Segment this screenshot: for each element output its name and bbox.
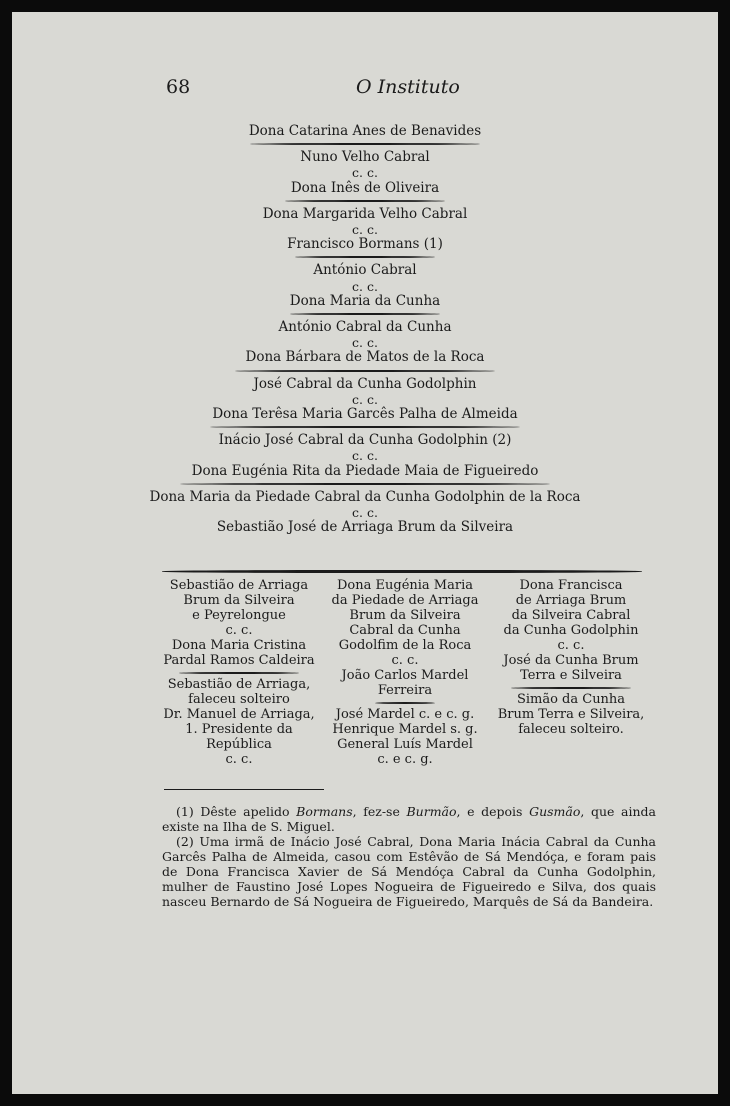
column-line: Pardal Ramos Caldeira (163, 653, 315, 668)
genealogy-chain (12, 124, 718, 535)
column-line: faleceu solteiro (188, 692, 290, 707)
spouse-name: Dona Terêsa Maria Garcês Palha de Almeida (212, 406, 518, 423)
generation-7 (12, 490, 718, 536)
spouse-name: Francisco Bormans (1) (287, 236, 443, 253)
footnote-italic: Gusmão (529, 804, 581, 819)
spouse-name: Dona Maria da Cunha (289, 292, 441, 309)
married-marker: c. c. (352, 391, 378, 407)
column-line: Ferreira (377, 683, 433, 698)
page-number: 68 (166, 76, 191, 98)
married-marker: c. c. (352, 505, 378, 521)
person-name: António Cabral da Cunha (278, 319, 452, 336)
column-line: Sebastião de Arriaga (169, 578, 309, 593)
column-line: Brum da Silveira (183, 593, 295, 608)
footnote-1 (162, 804, 656, 834)
married-marker: c. c. (352, 165, 378, 181)
column-line: João Carlos Mardel (341, 668, 469, 683)
divider-rule (250, 143, 480, 145)
column-line: faleceu solteiro. (518, 722, 624, 737)
column-line: 1. Presidente da (185, 722, 293, 737)
column-line: c. e c. g. (377, 752, 433, 767)
column-line: c. c. (557, 638, 585, 653)
person-name: Nuno Velho Cabral (300, 149, 430, 166)
spouse-name: Dona Eugénia Rita da Piedade Maia de Figueiredo (191, 462, 539, 479)
column-line: da Silveira Cabral (511, 608, 631, 623)
divider-rule (180, 483, 550, 485)
footnote-text: , fez-se (352, 804, 407, 819)
person-name: Inácio José Cabral da Cunha Godolphin (2) (218, 432, 512, 449)
column-line: da Piedade de Arriaga (331, 593, 479, 608)
column-line: Brum da Silveira (349, 608, 461, 623)
column-line: Godolfim de la Roca (338, 638, 472, 653)
running-title: O Instituto (356, 76, 460, 98)
descendant-column-2 (325, 578, 485, 767)
footnote-2: (2) Uma irmã de Inácio José Cabral, Dona Maria Inácia Cabral da Cunha Garcês Palha de Almeida, casou com Estêvão de Sá Mendóça, e foram pais de Dona Francisca Xavier de Sá Mendóça Cabral da Cunha Godolphin, mulher de Faustino José Lopes Nogueira de Figueiredo e Silva, dos quais nasceu Bernardo de Sá Nogueira de Figueiredo, Marquês de Sá da Bandeira. (162, 834, 656, 909)
column-line: Sebastião de Arriaga, (167, 677, 311, 692)
person-name: José Cabral da Cunha Godolphin (253, 375, 477, 392)
footnote-italic: Bormans (296, 804, 353, 819)
divider-rule (179, 672, 299, 674)
generation-0 (12, 124, 718, 139)
person-name: Dona Maria da Piedade Cabral da Cunha Godolphin de la Roca (149, 488, 581, 505)
footnote-text: (1) Dêste apelido (176, 804, 297, 819)
married-marker: c. c. (352, 222, 378, 238)
married-marker: c. c. (352, 448, 378, 464)
descendant-column-3 (491, 578, 651, 737)
divider-rule (511, 687, 631, 689)
divider-rule (295, 256, 435, 258)
footnote-text: , que ainda existe na Ilha de S. Miguel. (162, 804, 656, 834)
footnotes (162, 804, 656, 909)
column-line: Terra e Silveira (520, 668, 622, 683)
married-marker: c. c. (352, 278, 378, 294)
spouse-name: Dona Inês de Oliveira (290, 179, 440, 196)
column-line: Simão da Cunha (516, 692, 626, 707)
generation-4 (12, 320, 718, 366)
column-line: Cabral da Cunha (349, 623, 461, 638)
descendant-column-1 (159, 578, 319, 767)
footnote-italic: Burmão (406, 804, 457, 819)
person-name: Dona Margarida Velho Cabral (262, 205, 468, 222)
generation-2 (12, 207, 718, 253)
column-line: Brum Terra e Silveira, (497, 707, 645, 722)
divider-rule (290, 313, 440, 315)
column-line: c. c. (225, 752, 253, 767)
column-line: Henrique Mardel s. g. (332, 722, 478, 737)
column-line: República (206, 737, 272, 752)
column-line: Dona Francisca (519, 578, 623, 593)
divider-rule (162, 570, 642, 573)
column-line: José da Cunha Brum (503, 653, 639, 668)
person-name: António Cabral (313, 262, 417, 279)
divider-rule (235, 370, 495, 372)
column-line: Dr. Manuel de Arriaga, (163, 707, 315, 722)
column-line: Dona Maria Cristina (171, 638, 307, 653)
generation-1 (12, 150, 718, 196)
divider-rule (375, 702, 435, 704)
column-line: c. c. (391, 653, 419, 668)
generation-3 (12, 263, 718, 309)
divider-rule (210, 426, 520, 428)
column-line: General Luís Mardel (337, 737, 473, 752)
book-page (12, 12, 718, 1094)
generation-5 (12, 377, 718, 423)
person-name: Dona Catarina Anes de Benavides (248, 123, 482, 139)
column-line: Dona Eugénia Maria (337, 578, 473, 593)
footnote-text: , e depois (456, 804, 530, 819)
column-line: da Cunha Godolphin (503, 623, 639, 638)
married-marker: c. c. (352, 335, 378, 351)
footnote-rule (164, 789, 324, 790)
generation-6 (12, 433, 718, 479)
divider-rule (285, 200, 445, 202)
column-line: e Peyrelongue (192, 608, 286, 623)
spouse-name: Sebastião José de Arriaga Brum da Silveira (216, 519, 514, 536)
column-line: José Mardel c. e c. g. (335, 707, 475, 722)
column-line: c. c. (225, 623, 253, 638)
column-line: de Arriaga Brum (515, 593, 627, 608)
spouse-name: Dona Bárbara de Matos de la Roca (245, 349, 485, 366)
